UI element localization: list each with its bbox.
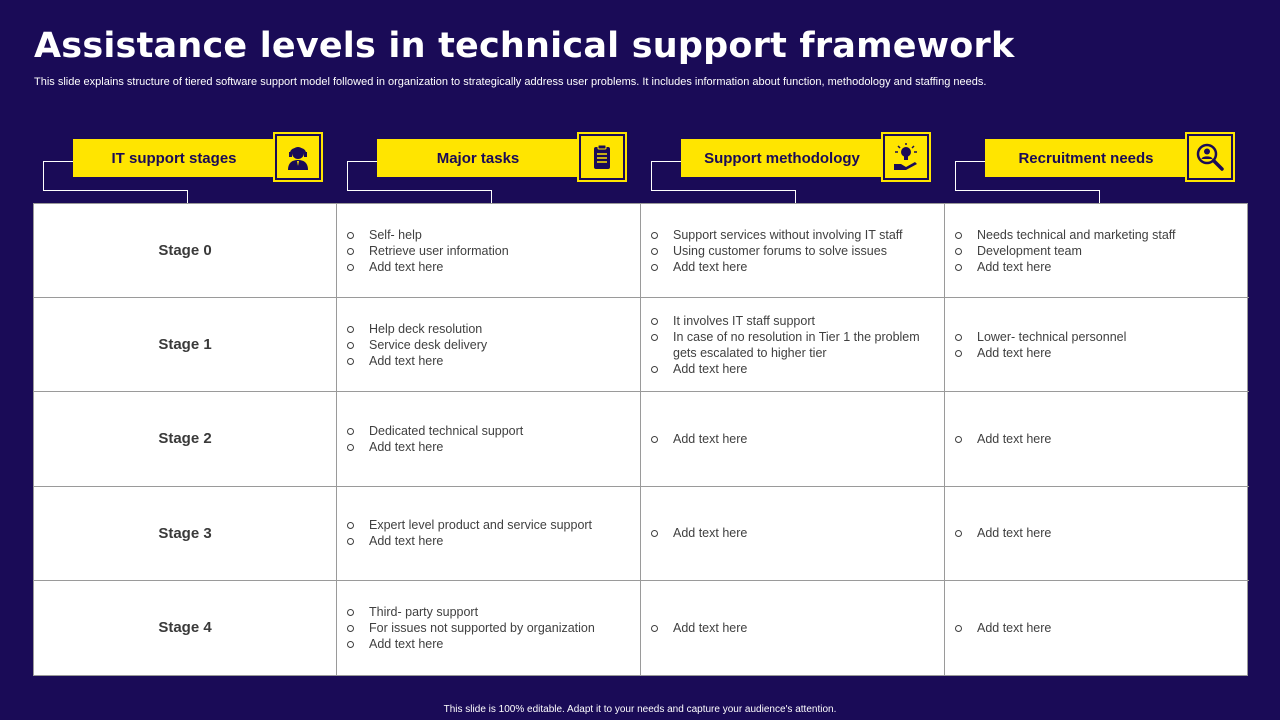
bullet-item: Service desk delivery: [347, 337, 630, 353]
support-agent-icon: [275, 134, 321, 180]
bullet-item: Add text here: [955, 345, 1239, 361]
bullet-list: [347, 423, 630, 455]
connector-line: [347, 190, 492, 204]
bullet-item: Add text here: [955, 525, 1239, 541]
column-header-label: Major tasks: [377, 139, 579, 177]
bullet-item: Add text here: [651, 525, 934, 541]
bullet-item: Help deck resolution: [347, 321, 630, 337]
stage-cell: Stage 3: [34, 487, 337, 581]
page-title: Assistance levels in technical support framework: [34, 26, 1015, 66]
bullet-item: Add text here: [347, 259, 630, 275]
bullet-item: Add text here: [955, 259, 1239, 275]
connector-line: [43, 190, 188, 204]
bullet-item: Lower- technical personnel: [955, 329, 1239, 345]
clipboard-icon: [579, 134, 625, 180]
bullet-item: Add text here: [651, 361, 934, 377]
bullet-list: [651, 227, 934, 275]
bullet-item: Add text here: [347, 533, 630, 549]
bullet-list: [651, 313, 934, 377]
column-header-recruitment: [945, 134, 1249, 204]
bullet-item: Add text here: [347, 439, 630, 455]
methodology-cell: [641, 204, 945, 298]
tasks-cell: [337, 204, 641, 298]
methodology-cell: [641, 298, 945, 392]
recruitment-cell: [945, 487, 1249, 581]
stage-cell: Stage 0: [34, 204, 337, 298]
recruitment-cell: [945, 204, 1249, 298]
methodology-cell: [641, 487, 945, 581]
bullet-item: Add text here: [651, 620, 934, 636]
bullet-list: [347, 227, 630, 275]
bullet-list: [955, 227, 1239, 275]
lightbulb-hand-icon: [883, 134, 929, 180]
bullet-list: [955, 620, 1239, 636]
bullet-item: Third- party support: [347, 604, 630, 620]
page-subtitle: This slide explains structure of tiered software support model followed in organization to strategically address user problems. It includes information about function, methodology and staffing needs.: [34, 76, 987, 88]
column-header-tasks: [337, 134, 641, 204]
bullet-list: [955, 329, 1239, 361]
column-header-label: Support methodology: [681, 139, 883, 177]
bullet-item: Add text here: [955, 431, 1239, 447]
stage-cell: Stage 4: [34, 581, 337, 675]
bullet-item: Add text here: [651, 259, 934, 275]
footer-note: This slide is 100% editable. Adapt it to your needs and capture your audience's attention.: [443, 704, 837, 715]
stage-cell: Stage 1: [34, 298, 337, 392]
bullet-list: [651, 620, 934, 636]
bullet-item: Self- help: [347, 227, 630, 243]
support-levels-table: [33, 203, 1248, 676]
bullet-item: Support services without involving IT staff: [651, 227, 934, 243]
tasks-cell: [337, 487, 641, 581]
bullet-item: Using customer forums to solve issues: [651, 243, 934, 259]
recruitment-cell: [945, 581, 1249, 675]
bullet-item: Needs technical and marketing staff: [955, 227, 1239, 243]
column-header-stages: [33, 134, 337, 204]
bullet-item: Expert level product and service support: [347, 517, 630, 533]
recruitment-cell: [945, 392, 1249, 486]
tasks-cell: [337, 581, 641, 675]
search-person-icon: [1187, 134, 1233, 180]
connector-line: [955, 161, 986, 191]
bullet-item: Dedicated technical support: [347, 423, 630, 439]
bullet-item: Add text here: [347, 353, 630, 369]
column-header-label: Recruitment needs: [985, 139, 1187, 177]
methodology-cell: [641, 392, 945, 486]
methodology-cell: [641, 581, 945, 675]
connector-line: [955, 190, 1100, 204]
connector-line: [43, 161, 74, 191]
connector-line: [347, 161, 378, 191]
tasks-cell: [337, 298, 641, 392]
bullet-list: [651, 431, 934, 447]
column-header-label: IT support stages: [73, 139, 275, 177]
bullet-item: Retrieve user information: [347, 243, 630, 259]
bullet-list: [651, 525, 934, 541]
connector-line: [651, 190, 796, 204]
column-header-methodology: [641, 134, 945, 204]
bullet-item: Development team: [955, 243, 1239, 259]
connector-line: [651, 161, 682, 191]
stage-cell: Stage 2: [34, 392, 337, 486]
tasks-cell: [337, 392, 641, 486]
bullet-item: Add text here: [651, 431, 934, 447]
recruitment-cell: [945, 298, 1249, 392]
bullet-item: It involves IT staff support: [651, 313, 934, 329]
bullet-item: Add text here: [955, 620, 1239, 636]
bullet-list: [955, 431, 1239, 447]
bullet-list: [347, 517, 630, 549]
bullet-item: In case of no resolution in Tier 1 the problem gets escalated to higher tier: [651, 329, 934, 361]
bullet-list: [347, 321, 630, 369]
bullet-item: For issues not supported by organization: [347, 620, 630, 636]
bullet-item: Add text here: [347, 636, 630, 652]
bullet-list: [955, 525, 1239, 541]
bullet-list: [347, 604, 630, 652]
